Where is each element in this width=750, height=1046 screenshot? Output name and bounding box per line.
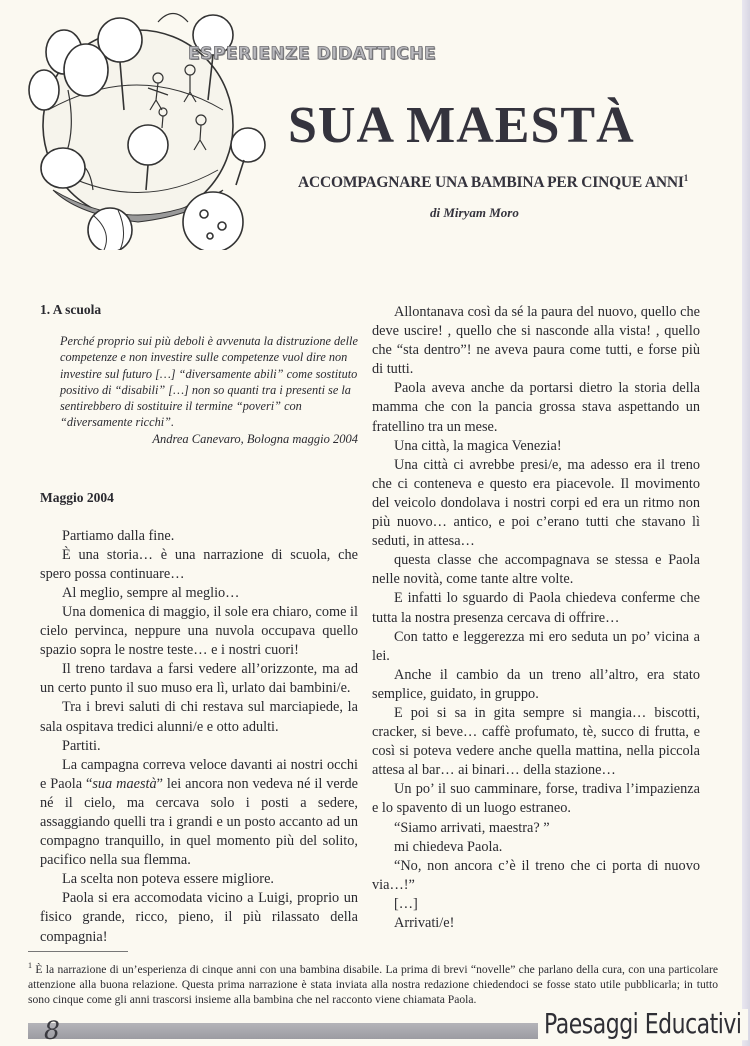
dialogue-line: mi chiedeva Paola. (394, 838, 503, 855)
ellipsis-marker: […] (394, 895, 418, 912)
ball-icon (183, 192, 243, 250)
paragraph: Paola si era accomodata vicino a Luigi, proprio un fisico grande, ricco, pieno, il più rilassato della compagnia! (40, 890, 358, 945)
paragraph: Partiti. (62, 737, 101, 754)
paragraph: Al meglio, sempre al meglio… (62, 584, 240, 601)
dialogue-line: “Siamo arrivati, maestra? ” (394, 819, 550, 836)
right-column (372, 303, 700, 933)
paragraph (40, 756, 358, 871)
footnote-reference[interactable]: 1 (683, 173, 688, 183)
paragraph: Con tatto e leggerezza mi ero seduta un po’ vicina a lei. (372, 628, 700, 664)
footnote-divider (28, 951, 128, 952)
paragraph: questa classe che accompagnava se stessa e Paola nelle novità, come tante altre volte. (372, 552, 700, 588)
paragraph: Una domenica di maggio, il sole era chiaro, come il cielo pervinca, neppure una nuvola occupava quello spazio sopra le nostre teste… e i nostri cuori! (40, 603, 358, 659)
paragraph: E poi si sa in gita sempre si mangia… biscotti, cracker, si beve… caffè profumato, tè, succo di frutta, e così si poteva vedere anche quella mattina, nella piccola attesa al bar… ai binari… della stazione… (372, 704, 700, 779)
paragraph: E infatti lo sguardo di Paola chiedeva conferme che tutta la nostra presenza cercava di offrire… (372, 590, 700, 626)
globe-illustration (8, 0, 268, 250)
footnote-mark: 1 (28, 961, 32, 970)
paragraph: Allontanava così da sé la paura del nuovo, quello che deve uscire! , quello che si nasconde alla vista! , quello che “sta dentro”! ne aveva paura come tutti, e forse più di tutti. (372, 304, 700, 378)
page-number: 8 (44, 1016, 60, 1045)
paragraph: È una storia… è una narrazione di scuola, che spero possa continuare… (40, 546, 358, 582)
paragraph: Un po’ il suo camminare, forse, tradiva l’impazienza e lo spavento di un luogo estraneo. (372, 781, 700, 817)
epigraph-quote: Perché proprio sui più deboli è avvenuta la distruzione delle competenze e non investire sulle competenze vuol dire non investire sul futuro […] “diversamente abili” come sostituto positivo di “disabili” […] non so quanti tra i presenti se la sentirebbero di sostituire il termine “poveri” con “diversamente ricchi”. (60, 334, 358, 430)
article-subtitle (298, 173, 688, 192)
paragraph: Anche il cambio da un treno all’altro, era stato semplice, guidato, in gruppo. (372, 666, 700, 702)
paragraph: Paola aveva anche da portarsi dietro la storia della mamma che con la pancia grossa stava aspettando un fratellino tra un mese. (372, 380, 700, 435)
magazine-name: Paesaggi Educativi (538, 1009, 748, 1040)
paragraph: Una città, la magica Venezia! (394, 437, 562, 454)
paragraph: Tra i brevi saluti di chi restava sul marciapiede, la sala ospitava tredici alunni/e e otto adulti. (40, 699, 358, 735)
epigraph (60, 333, 358, 447)
section-banner: ESPERIENZE DIDATTICHE (188, 44, 437, 64)
section-heading: 1. A scuola (40, 302, 102, 317)
paragraph-text: ” lei ancora non vedeva né il verde né il cielo, ma cercava solo i posti a sedere, assaggiando quelli tra i grandi e un posto accanto ad un compagno tranquillo, in quel momento più del solito, pacifico nella sua flemma. (40, 775, 358, 869)
epigraph-source: Andrea Canevaro, Bologna maggio 2004 (152, 432, 358, 447)
ball-icon (88, 208, 132, 250)
footnote-text: È la narrazione di un’esperienza di cinque anni con una bambina disabile. La prima di brevi “novelle” che parlano della cura, con una particolare attenzione alla buona relazione. Questa prima narrazione è stata inviata alla nostra redazione chiedendoci se fosse stato utile pubblicarla; in tutto sono cinque come gli anni trascorsi insieme alla bambina che nel racconto viene chiamata Paola. (28, 962, 718, 1007)
paragraph: La scelta non poteva essere migliore. (62, 871, 274, 888)
footnote (28, 958, 718, 1007)
article-title: SUA MAESTÀ (288, 97, 635, 154)
emphasis-text: sua maestà (92, 775, 157, 792)
paragraph: Una città ci avrebbe presi/e, ma adesso era il treno che ci conteneva e questo era piacevole. Il movimento del veicolo dondolava i nostri corpi ed era un ritmo non più nuovo… antico, e poi c’erano tutti che stavano lì seduti, in attesa… (372, 456, 700, 550)
paragraph: Partiamo dalla fine. (62, 527, 175, 544)
left-column (40, 300, 358, 947)
dialogue-line: “No, non ancora c’è il treno che ci porta di nuovo via…!” (372, 857, 700, 893)
date-subheading: Maggio 2004 (40, 489, 114, 505)
author-byline: di Miryam Moro (430, 205, 519, 220)
paragraph: Il treno tardava a farsi vedere all’orizzonte, ma ad un certo punto il suo muso era lì, urlato dai bambini/e. (40, 661, 358, 697)
paragraph: Arrivati/e! (394, 915, 455, 931)
page-edge-shadow (742, 0, 750, 1046)
subtitle-text: ACCOMPAGNARE UNA BAMBINA PER CINQUE ANNI (298, 174, 684, 192)
paragraph-text: La campagna correva veloce davanti ai nostri occhi e Paola “ (40, 756, 358, 792)
